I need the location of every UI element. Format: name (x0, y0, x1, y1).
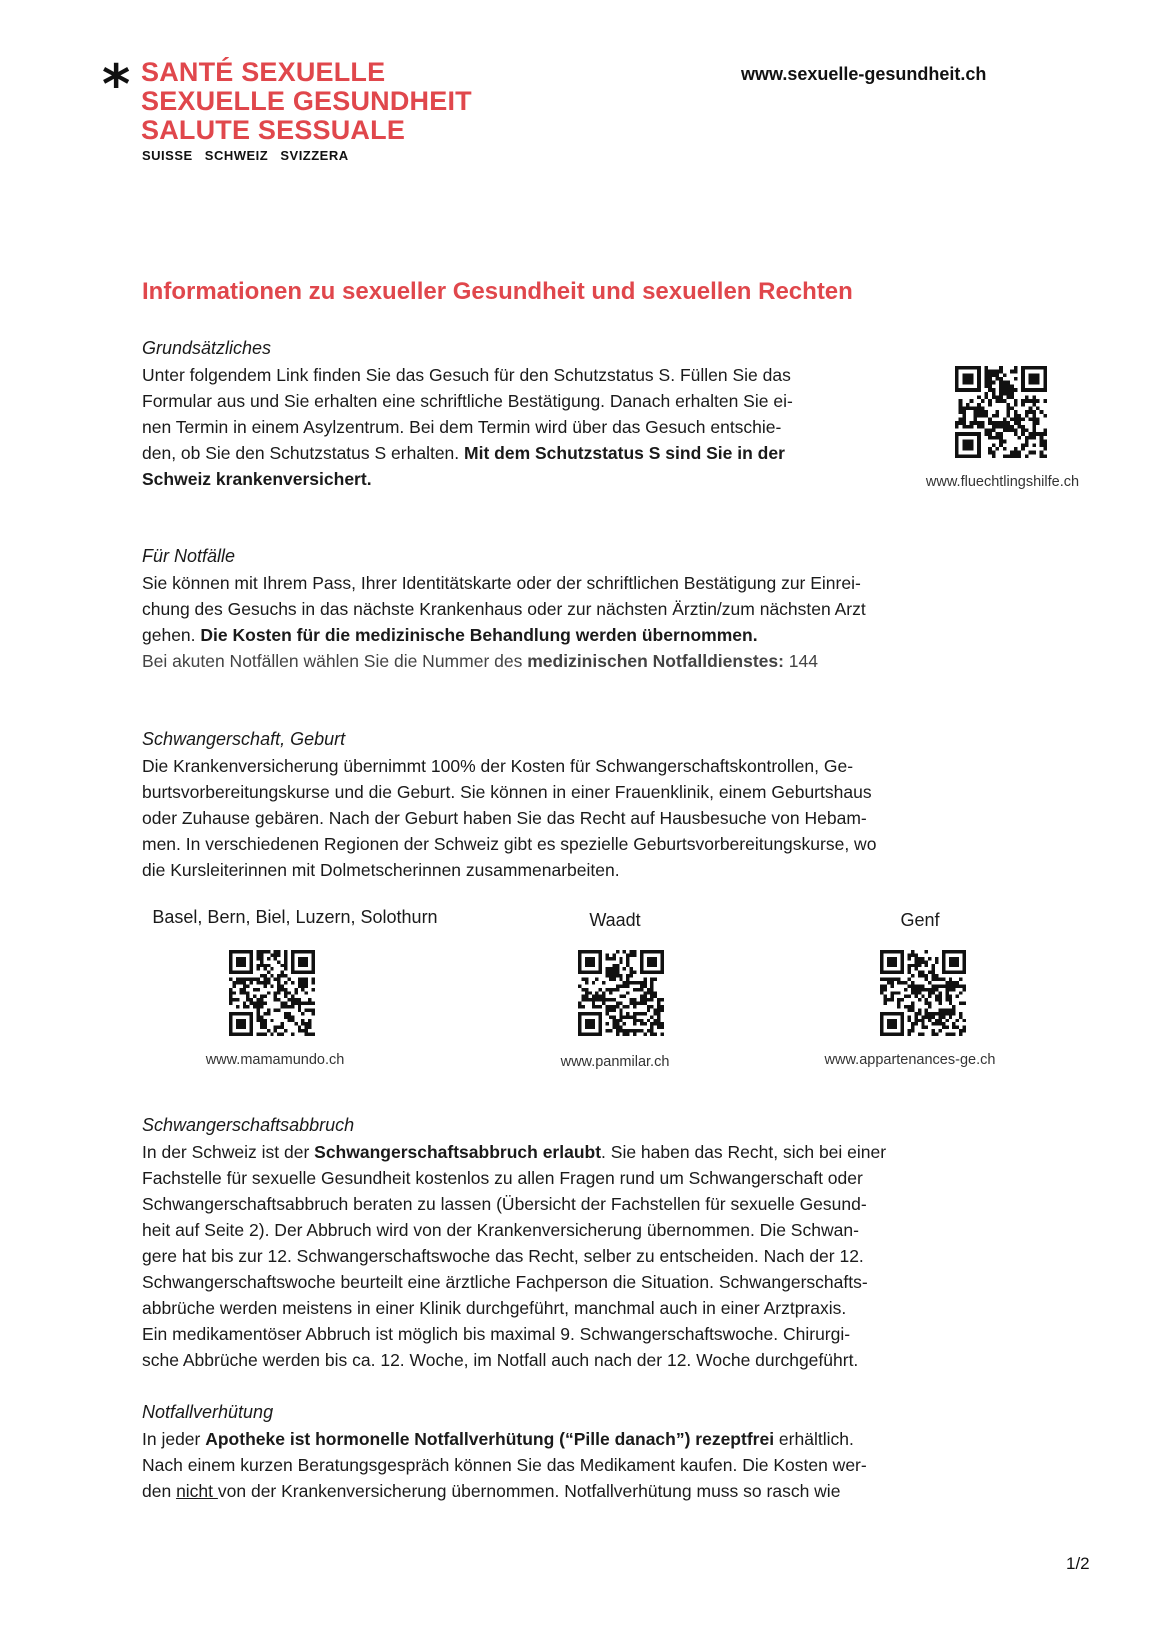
logo-line-fr: SANTÉ SEXUELLE (141, 57, 386, 87)
page-number: 1/2 (1066, 1554, 1090, 1573)
qr-caption-mamamundo[interactable]: www.mamamundo.ch (205, 1052, 345, 1068)
text-run-bold: medizinischen Notfalldienstes: (527, 651, 784, 671)
text-line: Unter folgendem Link finden Sie das Gesuch für den Schutzstatus S. Füllen Sie das (142, 365, 791, 385)
text-line: Schwangerschaftsabbruch beraten zu lassen (Übersicht der Fachstellen für sexuelle Gesund- (142, 1194, 867, 1214)
text-run: gehen. (142, 625, 201, 645)
text-line: Fachstelle für sexuelle Gesundheit kostenlos zu allen Fragen rund um Schwangerschaft oder (142, 1168, 863, 1188)
header-url: www.sexuelle-gesundheit.ch (741, 64, 987, 84)
region-label-basel: Basel, Bern, Biel, Luzern, Solothurn (152, 907, 438, 927)
text-run: erhältlich. (774, 1429, 854, 1449)
text-line: Schwangerschaftswoche beurteilt eine ärztliche Fachperson die Situation. Schwangerschafts- (142, 1272, 868, 1292)
text-run: In der Schweiz ist der (142, 1142, 315, 1162)
logo-line-de: SEXUELLE GESUNDHEIT (141, 86, 472, 116)
region-label-waadt: Waadt (589, 910, 641, 930)
text-line: Die Krankenversicherung übernimmt 100% der Kosten für Schwangerschaftskontrollen, Ge- (142, 756, 854, 776)
paragraph-notfaelle (142, 570, 866, 674)
text-run-underlined: nicht (176, 1481, 218, 1501)
qr-code[interactable] (955, 366, 1047, 458)
text-line (142, 622, 866, 648)
logo-line-it: SALUTE SESSUALE (141, 115, 406, 145)
text-line: oder Zuhause gebären. Nach der Geburt haben Sie das Recht auf Hausbesuche von Hebam- (142, 808, 867, 828)
text-line (142, 648, 866, 674)
text-run-bold: Apotheke ist hormonelle Notfallverhütung (“Pille danach”) rezeptfrei (205, 1429, 775, 1449)
paragraph-grundsaetzliches (142, 362, 793, 492)
qr-caption-panmilar[interactable]: www.panmilar.ch (560, 1054, 670, 1070)
text-run: . Sie haben das Recht, sich bei einer (601, 1142, 887, 1162)
paragraph-schwangerschaft (142, 753, 876, 883)
heading-notfallverhuetung: Notfallverhütung (142, 1402, 274, 1422)
text-line: Sie können mit Ihrem Pass, Ihrer Identitätskarte oder der schriftlichen Bestätigung zur Einrei- (142, 573, 861, 593)
text-run: von der Krankenversicherung übernommen. Notfallverhütung muss so rasch wie (217, 1481, 841, 1501)
qr-caption-appartenances[interactable]: www.appartenances-ge.ch (824, 1052, 996, 1068)
text-run: Bei akuten Notfällen wählen Sie die Nummer des (142, 651, 528, 671)
text-line: sche Abbrüche werden bis ca. 12. Woche, im Notfall auch nach der 12. Woche durchgeführt. (142, 1350, 859, 1370)
emergency-number: 144 (783, 651, 818, 671)
text-line: die Kursleiterinnen mit Dolmetscherinnen zusammenarbeiten. (142, 860, 620, 880)
text-line: nen Termin in einem Asylzentrum. Bei dem Termin wird über das Gesuch entschie- (142, 417, 782, 437)
text-run: den, ob Sie den Schutzstatus S erhalten. (142, 443, 465, 463)
text-line: gere hat bis zur 12. Schwangerschaftswoche das Recht, selber zu entscheiden. Nach der 12. (142, 1246, 864, 1266)
region-label-genf: Genf (900, 910, 940, 930)
text-run: den (142, 1481, 177, 1501)
text-line (142, 440, 793, 466)
qr-code[interactable] (578, 950, 664, 1036)
text-line (142, 1478, 867, 1504)
page-title: Informationen zu sexueller Gesundheit und sexuellen Rechten (142, 278, 853, 305)
text-line: Nach einem kurzen Beratungsgespräch können Sie das Medikament kaufen. Die Kosten wer- (142, 1455, 867, 1475)
qr-caption-fluechtlingshilfe[interactable]: www.fluechtlingshilfe.ch (925, 474, 1080, 490)
text-line: burtsvorbereitungskurse und die Geburt. Sie können in einer Frauenklinik, einem Geburtshaus (142, 782, 872, 802)
text-line: heit auf Seite 2). Der Abbruch wird von der Krankenversicherung übernommen. Die Schwan- (142, 1220, 859, 1240)
text-run-bold: Mit dem Schutzstatus S sind Sie in der (464, 443, 785, 463)
logo-asterisk: * (102, 53, 131, 116)
text-line (142, 1426, 867, 1452)
heading-schwangerschaft: Schwangerschaft, Geburt (142, 729, 346, 749)
heading-notfaelle: Für Notfälle (142, 546, 236, 566)
paragraph-notfallverhuetung (142, 1426, 867, 1504)
text-run-bold: Die Kosten für die medizinische Behandlung werden übernommen. (200, 625, 758, 645)
text-line: men. In verschiedenen Regionen der Schweiz gibt es spezielle Geburtsvorbereitungskurse, wo (142, 834, 877, 854)
text-line (142, 1139, 886, 1165)
text-run-bold: Schwangerschaftsabbruch erlaubt (314, 1142, 602, 1162)
text-line: Formular aus und Sie erhalten eine schriftliche Bestätigung. Danach erhalten Sie ei- (142, 391, 793, 411)
text-line (142, 466, 793, 492)
qr-code[interactable] (880, 950, 966, 1036)
logo-subtitle: SUISSE SCHWEIZ SVIZZERA (142, 148, 349, 163)
qr-code[interactable] (229, 950, 315, 1036)
text-run-bold: Schweiz krankenversichert. (142, 469, 372, 489)
paragraph-schwangerschaftsabbruch (142, 1139, 886, 1373)
heading-schwangerschaftsabbruch: Schwangerschaftsabbruch (142, 1115, 355, 1135)
heading-grundsaetzliches: Grundsätzliches (142, 338, 272, 358)
text-line: Ein medikamentöser Abbruch ist möglich bis maximal 9. Schwangerschaftswoche. Chirurgi- (142, 1324, 851, 1344)
text-line: abbrüche werden meistens in einer Klinik durchgeführt, manchmal auch in einer Arztpraxis. (142, 1298, 847, 1318)
text-line: chung des Gesuchs in das nächste Krankenhaus oder zur nächsten Ärztin/zum nächsten Arzt (142, 599, 866, 619)
text-run: In jeder (142, 1429, 206, 1449)
